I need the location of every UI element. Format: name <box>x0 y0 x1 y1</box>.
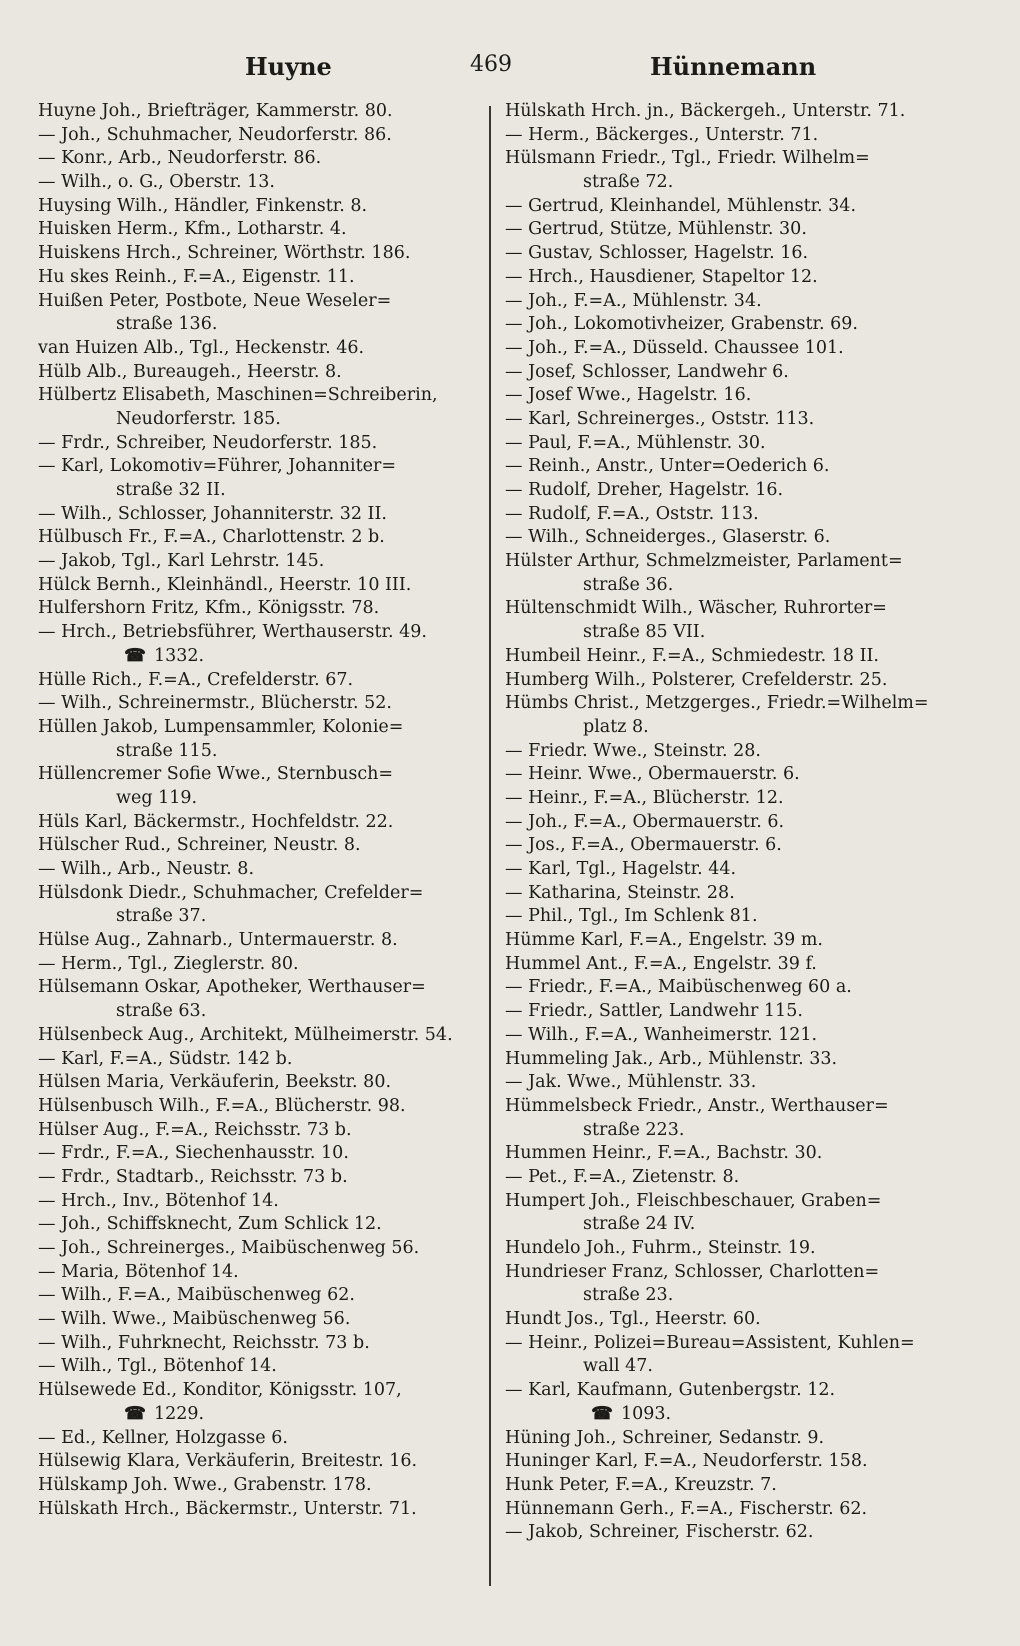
directory-entry-line: — Wilh. Wwe., Maibüschenweg 56. <box>38 1309 351 1330</box>
directory-entry-line: Hunk Peter, F.=A., Kreuzstr. 7. <box>505 1474 777 1495</box>
directory-entry-line: straße 63. <box>116 1001 207 1022</box>
directory-entry-line: — Joh., F.=A., Mühlenstr. 34. <box>505 290 762 311</box>
phone-number: 1229. <box>154 1403 205 1424</box>
directory-entry-line: — Heinr., F.=A., Blücherstr. 12. <box>505 787 784 808</box>
directory-entry-line: Hültenschmidt Wilh., Wäscher, Ruhrorter= <box>505 598 887 619</box>
directory-entry-line: Hülsen Maria, Verkäuferin, Beekstr. 80. <box>38 1072 392 1093</box>
directory-entry-line: Hülster Arthur, Schmelzmeister, Parlament= <box>505 551 903 572</box>
directory-entry-line: — Frdr., Schreiber, Neudorferstr. 185. <box>38 432 378 453</box>
directory-entry-line: Hüning Joh., Schreiner, Sedanstr. 9. <box>505 1427 825 1448</box>
directory-entry-line: — Heinr. Wwe., Obermauerstr. 6. <box>505 764 800 785</box>
directory-entry-line: Hülsemann Oskar, Apotheker, Werthauser= <box>38 977 426 998</box>
page-header <box>0 52 1020 92</box>
directory-entry-line: Hülsewig Klara, Verkäuferin, Breitestr. 16. <box>38 1451 418 1472</box>
directory-entry-line: — Phil., Tgl., Im Schlenk 81. <box>505 906 758 927</box>
directory-entry-line: — Herm., Tgl., Zieglerstr. 80. <box>38 953 299 974</box>
directory-entry-line: Hundt Jos., Tgl., Heerstr. 60. <box>505 1309 761 1330</box>
directory-entry-line: — Katharina, Steinstr. 28. <box>505 882 735 903</box>
directory-entry-line: straße 36. <box>583 574 674 595</box>
directory-entry-line: — Karl, F.=A., Südstr. 142 b. <box>38 1048 293 1069</box>
directory-entry-line: Hulfershorn Fritz, Kfm., Königsstr. 78. <box>38 598 380 619</box>
directory-entry-line: — Herm., Bäckerges., Unterstr. 71. <box>505 124 819 145</box>
directory-entry-line: — Karl, Tgl., Hagelstr. 44. <box>505 859 737 879</box>
directory-entry-line: — Hrch., Betriebsführer, Werthauserstr. 49. <box>38 622 427 643</box>
directory-entry-line: Hümmelsbeck Friedr., Anstr., Werthauser= <box>505 1095 889 1116</box>
directory-entry-line: — Frdr., Stadtarb., Reichsstr. 73 b. <box>38 1166 348 1187</box>
directory-entry-line: Huyne Joh., Briefträger, Kammerstr. 80. <box>38 101 393 121</box>
directory-entry-line: Humbeil Heinr., F.=A., Schmiedestr. 18 II. <box>505 645 879 666</box>
directory-entry-line: straße 23. <box>583 1285 674 1306</box>
directory-entry-line: — Josef, Schlosser, Landwehr 6. <box>505 361 789 382</box>
directory-entry-line: — Wilh., F.=A., Maibüschenweg 62. <box>38 1285 355 1306</box>
directory-entry-line: — Reinh., Anstr., Unter=Oederich 6. <box>505 456 830 477</box>
directory-entry-line <box>505 1403 970 1427</box>
directory-entry-line: — Frdr., F.=A., Siechenhausstr. 10. <box>38 1143 349 1164</box>
directory-entry-line: Hülskamp Joh. Wwe., Grabenstr. 178. <box>38 1474 372 1495</box>
directory-entry-line: — Karl, Kaufmann, Gutenbergstr. 12. <box>505 1380 836 1401</box>
directory-entry-line: — Gertrud, Kleinhandel, Mühlenstr. 34. <box>505 195 857 216</box>
directory-entry-line: — Karl, Lokomotiv=Führer, Johanniter= <box>38 456 397 477</box>
directory-entry-line: — Ed., Kellner, Holzgasse 6. <box>38 1427 288 1448</box>
directory-entry-line: Hülck Bernh., Kleinhändl., Heerstr. 10 III. <box>38 574 412 595</box>
page-number: 469 <box>470 52 512 77</box>
directory-entry-line: — Maria, Bötenhof 14. <box>38 1261 239 1282</box>
directory-entry-line: — Joh., F.=A., Obermauerstr. 6. <box>505 811 785 832</box>
directory-entry-line: — Jos., F.=A., Obermauerstr. 6. <box>505 835 782 856</box>
directory-entry-line: — Wilh., Arb., Neustr. 8. <box>38 859 255 879</box>
directory-entry-line: Hüls Karl, Bäckermstr., Hochfeldstr. 22. <box>38 811 394 832</box>
directory-entry-line: Hummen Heinr., F.=A., Bachstr. 30. <box>505 1143 823 1164</box>
left-column <box>38 100 483 1521</box>
directory-entry-line: Hülsenbusch Wilh., F.=A., Blücherstr. 98. <box>38 1095 406 1116</box>
directory-entry-line: — Paul, F.=A., Mühlenstr. 30. <box>505 432 766 453</box>
header-right-keyword: Hünnemann <box>650 52 817 81</box>
telephone-icon: ☎ <box>124 1403 146 1424</box>
directory-entry-line: — Josef Wwe., Hagelstr. 16. <box>505 385 752 406</box>
directory-entry-line: — Wilh., Schneiderges., Glaserstr. 6. <box>505 527 831 548</box>
directory-entry-line: Hümbs Christ., Metzgerges., Friedr.=Wilhelm= <box>505 693 929 714</box>
directory-entry-line: straße 72. <box>583 172 674 193</box>
phone-number: 1332. <box>154 645 205 666</box>
directory-entry-line: — Jak. Wwe., Mühlenstr. 33. <box>505 1072 757 1093</box>
directory-entry-line: weg 119. <box>116 787 198 808</box>
directory-entry-line: — Wilh., F.=A., Wanheimerstr. 121. <box>505 1024 818 1045</box>
directory-entry-line: Huysing Wilh., Händler, Finkenstr. 8. <box>38 195 368 216</box>
directory-entry-line: — Konr., Arb., Neudorferstr. 86. <box>38 148 322 169</box>
directory-entry-line: Neudorferstr. 185. <box>116 408 281 429</box>
directory-entry-line: Hülbertz Elisabeth, Maschinen=Schreiberin, <box>38 385 438 406</box>
directory-entry-line: — Rudolf, Dreher, Hagelstr. 16. <box>505 480 784 500</box>
directory-entry-line: Hülb Alb., Bureaugeh., Heerstr. 8. <box>38 361 342 382</box>
directory-entry-line: — Wilh., o. G., Oberstr. 13. <box>38 172 275 193</box>
directory-entry-line: Hüllen Jakob, Lumpensammler, Kolonie= <box>38 716 404 737</box>
directory-entry-line: Hülsenbeck Aug., Architekt, Mülheimerstr. 54. <box>38 1024 453 1045</box>
right-column <box>505 100 970 1545</box>
directory-entry-line: Hümme Karl, F.=A., Engelstr. 39 m. <box>505 930 823 951</box>
directory-entry-line: Huißen Peter, Postbote, Neue Weseler= <box>38 290 392 311</box>
directory-entry-line: — Joh., Lokomotivheizer, Grabenstr. 69. <box>505 314 858 335</box>
phone-number: 1093. <box>621 1403 672 1424</box>
directory-entry-line: — Friedr. Wwe., Steinstr. 28. <box>505 740 761 761</box>
directory-entry-line: straße 24 IV. <box>583 1214 696 1235</box>
directory-entry-line <box>38 1403 483 1427</box>
directory-entry-line: Hülle Rich., F.=A., Crefelderstr. 67. <box>38 669 354 690</box>
telephone-icon: ☎ <box>124 645 146 666</box>
directory-entry-line: Hummeling Jak., Arb., Mühlenstr. 33. <box>505 1048 838 1069</box>
directory-entry-line: — Joh., Schreinerges., Maibüschenweg 56. <box>38 1238 420 1258</box>
telephone-icon: ☎ <box>591 1403 613 1424</box>
directory-entry-line: Hülse Aug., Zahnarb., Untermauerstr. 8. <box>38 930 398 951</box>
directory-entry-line: Huisken Herm., Kfm., Lotharstr. 4. <box>38 219 347 240</box>
directory-entry-line: Hülbusch Fr., F.=A., Charlottenstr. 2 b. <box>38 527 385 548</box>
directory-entry-line: Hüllencremer Sofie Wwe., Sternbusch= <box>38 764 394 785</box>
directory-entry-line: — Pet., F.=A., Zietenstr. 8. <box>505 1166 740 1187</box>
directory-entry-line: — Wilh., Tgl., Bötenhof 14. <box>38 1356 277 1377</box>
directory-entry-line: — Gertrud, Stütze, Mühlenstr. 30. <box>505 219 807 240</box>
directory-entry-line: — Gustav, Schlosser, Hagelstr. 16. <box>505 243 809 264</box>
directory-entry-line: Hummel Ant., F.=A., Engelstr. 39 f. <box>505 953 817 974</box>
header-left-keyword: Huyne <box>245 52 332 81</box>
directory-entry-line: Humpert Joh., Fleischbeschauer, Graben= <box>505 1190 882 1211</box>
directory-entry-line: straße 223. <box>583 1119 685 1140</box>
directory-entry-line: van Huizen Alb., Tgl., Heckenstr. 46. <box>38 337 365 358</box>
directory-entry-line: platz 8. <box>583 716 649 737</box>
directory-entry-line <box>38 645 483 669</box>
directory-entry-line: — Joh., F.=A., Düsseld. Chaussee 101. <box>505 337 844 358</box>
directory-entry-line: straße 136. <box>116 314 218 335</box>
directory-entry-line: Hünnemann Gerh., F.=A., Fischerstr. 62. <box>505 1498 868 1519</box>
directory-entry-line: — Karl, Schreinerges., Oststr. 113. <box>505 408 815 429</box>
directory-entry-line: Hülskath Hrch., Bäckermstr., Unterstr. 71. <box>38 1498 417 1519</box>
directory-entry-line: straße 32 II. <box>116 480 226 500</box>
directory-entry-line: Hu skes Reinh., F.=A., Eigenstr. 11. <box>38 266 355 287</box>
directory-entry-line: straße 85 VII. <box>583 622 706 643</box>
directory-entry-line: — Wilh., Schreinermstr., Blücherstr. 52. <box>38 693 392 714</box>
directory-entry-line: — Hrch., Hausdiener, Stapeltor 12. <box>505 266 818 287</box>
directory-entry-line: — Hrch., Inv., Bötenhof 14. <box>38 1190 279 1211</box>
directory-entry-line: Hülsdonk Diedr., Schuhmacher, Crefelder= <box>38 882 424 903</box>
directory-entry-line: — Friedr., F.=A., Maibüschenweg 60 a. <box>505 977 852 998</box>
directory-entry-line: — Wilh., Fuhrknecht, Reichsstr. 73 b. <box>38 1332 370 1353</box>
directory-entry-line: — Rudolf, F.=A., Oststr. 113. <box>505 503 759 524</box>
directory-entry-line: Humberg Wilh., Polsterer, Crefelderstr. 25. <box>505 669 888 690</box>
directory-entry-line: Hülsmann Friedr., Tgl., Friedr. Wilhelm= <box>505 148 870 169</box>
column-divider <box>489 106 491 1586</box>
directory-entry-line: Hülsewede Ed., Konditor, Königsstr. 107, <box>38 1380 402 1401</box>
directory-entry-line: Hundrieser Franz, Schlosser, Charlotten= <box>505 1261 880 1282</box>
directory-entry-line: — Joh., Schiffsknecht, Zum Schlick 12. <box>38 1214 382 1235</box>
directory-entry-line: — Jakob, Schreiner, Fischerstr. 62. <box>505 1522 814 1543</box>
directory-entry-line: — Joh., Schuhmacher, Neudorferstr. 86. <box>38 124 392 145</box>
directory-entry-line: straße 115. <box>116 740 218 761</box>
directory-entry-line: Hundelo Joh., Fuhrm., Steinstr. 19. <box>505 1238 816 1258</box>
directory-entry-line: Huiskens Hrch., Schreiner, Wörthstr. 186. <box>38 243 411 264</box>
directory-entry-line: Hülscher Rud., Schreiner, Neustr. 8. <box>38 835 361 856</box>
directory-entry-line: Hülser Aug., F.=A., Reichsstr. 73 b. <box>38 1119 352 1140</box>
directory-entry-line: Huninger Karl, F.=A., Neudorferstr. 158. <box>505 1451 868 1472</box>
directory-entry-line: — Heinr., Polizei=Bureau=Assistent, Kuhlen= <box>505 1332 915 1353</box>
directory-entry-line: — Jakob, Tgl., Karl Lehrstr. 145. <box>38 551 325 572</box>
directory-entry-line: straße 37. <box>116 906 207 927</box>
directory-entry-line: — Wilh., Schlosser, Johanniterstr. 32 II. <box>38 503 387 524</box>
directory-entry-line: Hülskath Hrch. jn., Bäckergeh., Unterstr. 71. <box>505 101 906 121</box>
directory-entry-line: wall 47. <box>583 1356 653 1377</box>
directory-entry-line: — Friedr., Sattler, Landwehr 115. <box>505 1001 803 1022</box>
